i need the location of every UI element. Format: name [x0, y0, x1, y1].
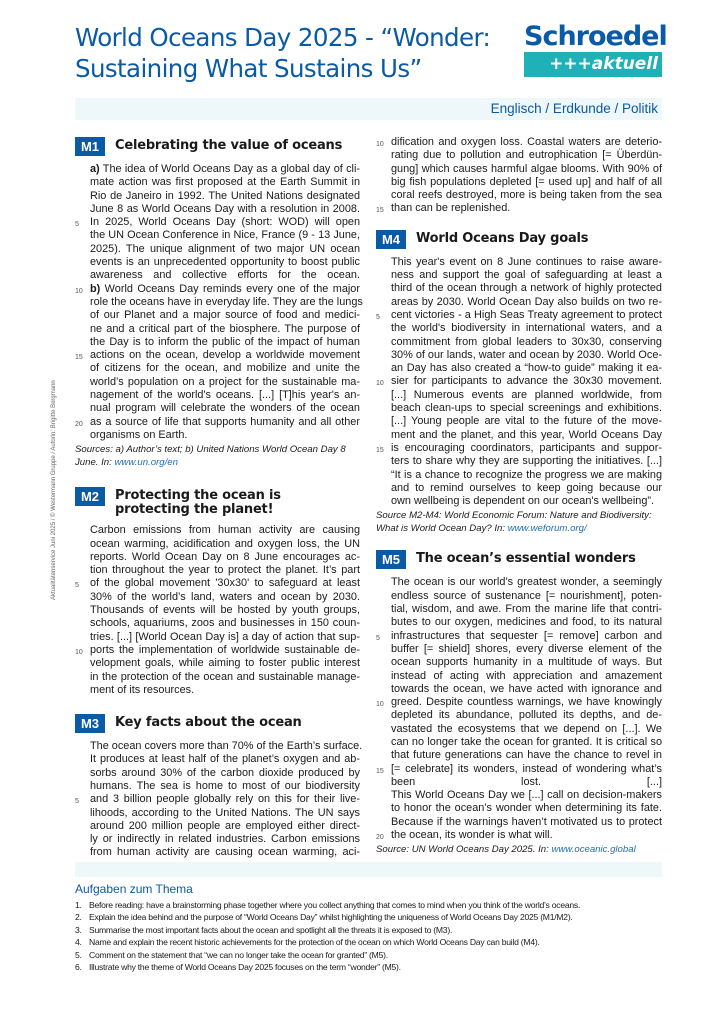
line-number: 5: [75, 798, 79, 806]
logo-sub: +++aktuell: [524, 52, 662, 77]
text-line: the world's biodiversity in international waters, and a: [391, 322, 662, 335]
m5-source-link[interactable]: www.oceanic.global: [551, 844, 636, 856]
text-line: ly or indirectly in related industries. Carbon emissions: [90, 833, 360, 846]
text-line: 10 b) World Oceans Day reminds every one of the major: [90, 283, 360, 296]
text-line: Rio de Janeiro in 1992. The United Nations designated: [90, 189, 360, 202]
text-line: [...] Young people are vital to the future of the move-: [391, 415, 662, 428]
m1-source: [75, 443, 360, 469]
line-number: 15: [376, 767, 384, 775]
text-line: third of the ocean through a network of highly protected: [391, 282, 662, 295]
line-number: 10: [75, 287, 83, 295]
text-line: 30% of our lands, water and ocean by 2030. World Oce-: [391, 348, 663, 361]
text-line: the Day is to inform the public of the impact of human: [90, 335, 360, 348]
task-item: [75, 911, 675, 923]
m5-source: [376, 843, 662, 856]
schroedel-logo: [524, 21, 667, 77]
task-number: 1.: [75, 900, 82, 910]
text-line: 20 the ocean, its wonder is what will.: [391, 829, 662, 842]
text-line: 15 than can be replenished.: [391, 202, 662, 215]
text-line: a) The idea of World Oceans Day as a global day of cli-: [90, 163, 360, 175]
text-line: tion throughout the year to protect the planet. It’s part: [90, 564, 360, 577]
section-m3: [75, 714, 363, 860]
line-number: 5: [376, 313, 380, 321]
m4-badge: M4: [376, 230, 406, 249]
text-line: Thousands of events will be hosted by youth groups,: [90, 604, 360, 617]
line-number: 10: [75, 648, 83, 656]
text-line: role the oceans have in everyday life. They are the lungs: [90, 295, 363, 308]
line-number: 20: [75, 420, 83, 428]
line-number: 10: [376, 141, 384, 148]
text-line: mate action was first proposed at the Earth Summit in: [90, 176, 360, 189]
text-line: the UN Ocean Conference in Nice, France (9 - 13 June,: [90, 229, 360, 242]
task-text: Before reading: have a brainstorming phase together where you collect anything that comes to mind when you think of the world’s oceans.: [89, 900, 581, 910]
text-line: lihoods, according to the United Nations. The UN says: [90, 806, 360, 819]
task-text: Name and explain the recent historic achievements for the protection of the ocean on which World Oceans Day can build (M4).: [89, 937, 540, 948]
m1-source-text: Sources: a) Author’s text; b) United Nations World Ocean Day 8 June. In:: [75, 444, 346, 469]
text-line: 15 actions on the ocean, develop a worldwide movement: [90, 349, 360, 362]
text-line: It produces at least half of the planet’s oxygen and ab-: [90, 753, 360, 766]
text-line: endless source of sustenance [= nourishment], poten-: [391, 589, 662, 602]
m1-body: [75, 163, 363, 442]
text-line: “It is a chance to recognize the progress we are making: [391, 468, 662, 481]
line-number: 5: [75, 221, 79, 229]
text-line: coral reefs destroyed, more is being taken from the sea: [391, 189, 662, 202]
task-number: 4.: [75, 937, 82, 948]
m5-title: The ocean’s essential wonders: [416, 551, 636, 567]
text-line: ters to share why they are supporting the initiatives. [...]: [391, 455, 662, 468]
m3-title: Key facts about the ocean: [115, 715, 302, 731]
text-line: areas by 2030. World Ocean Day also builds on two re-: [391, 295, 662, 308]
text-line: around 200 million people are employed either direct-: [90, 819, 360, 832]
text-line: This World Oceans Day we [...] call on decision-makers: [391, 789, 662, 802]
m5-source-text: Source: UN World Oceans Day 2025. In:: [376, 844, 552, 856]
line-number: 5: [75, 582, 79, 590]
section-m2: [75, 487, 360, 697]
task-text: Comment on the statement that “we can no longer take the ocean for granted” (M5).: [89, 949, 388, 960]
text-line: butes to our oxygen, medicines and food, to its natural: [391, 616, 662, 629]
task-text: Summarise the most important facts about the ocean and spotlight all the threats it is exposed to (M3).: [89, 924, 453, 935]
page-title: [75, 22, 515, 84]
text-line: velopment goals, while aiming to foster public interest: [90, 657, 360, 670]
text-line: Because if the warnings haven’t motivated us to protect: [391, 815, 662, 828]
m5-body: [376, 576, 662, 842]
text-line: own wellbeing is dependent on our ocean's wellbeing”.: [391, 495, 655, 508]
text-line: depleted its abundance, polluted its depths, and de-: [391, 709, 662, 722]
text-line: ocean warming, acidification and oxygen loss, the UN: [90, 537, 360, 550]
text-line: 10 greed. Despite countless warnings, we have knowingly: [391, 696, 662, 709]
text-line: instead of acting with appreciation and amazement: [391, 669, 662, 682]
line-number: 10: [376, 701, 384, 709]
line-number: 20: [376, 834, 384, 842]
m1-badge: M1: [75, 137, 105, 156]
text-line: in the protection of the ocean and sustainable manage-: [90, 670, 360, 683]
text-line: organisms on Earth.: [90, 428, 188, 441]
text-line: ocean supports humanity in a multitude of ways. But: [391, 656, 662, 669]
text-line: commitment from global leaders to 30x30, conserving: [391, 335, 662, 348]
task-text: Illustrate why the theme of World Oceans Day 2025 focuses on the term “wonder” (M5).: [89, 962, 401, 973]
text-line: schools, aquariums, zoos and businesses in 150 coun-: [90, 617, 360, 630]
text-line: June 8 as World Oceans Day with a resolution in 2008.: [90, 202, 360, 215]
section-m4: [376, 230, 662, 536]
m4-title: World Oceans Day goals: [416, 230, 589, 246]
m4-source-text: Source M2-M4: World Economic Forum: Nature and Biodiversity: What is World Ocean Day? In:: [376, 510, 652, 535]
text-line: [...] Numerous events are planned worldwide, from: [391, 388, 662, 401]
m3-badge: M3: [75, 714, 105, 733]
text-line: awareness and collective efforts for the ocean.: [90, 269, 360, 282]
task-item: [75, 961, 675, 973]
m4-body: [376, 256, 662, 509]
text-line: 5 infrastructures that sequester [= remove] carbon and: [391, 630, 662, 643]
text-line: 5 In 2025, World Oceans Day (short: WOD) will open: [90, 216, 360, 229]
task-number: 2.: [75, 912, 82, 923]
text-line: from human activity are causing ocean warming, aci-: [90, 846, 360, 859]
line-number: 15: [75, 354, 83, 362]
text-line: 5 cent victories - a High Seas Treaty agreement to protect: [391, 309, 662, 322]
m2-title-line-1: Protecting the ocean is: [115, 488, 281, 504]
logo-name: Schroedel: [524, 21, 667, 52]
task-number: 5.: [75, 949, 82, 960]
text-line: nual program will celebrate the wonders of the ocean: [90, 402, 360, 415]
text-line: 10 dification and oxygen loss. Coastal waters are deterio-: [391, 136, 662, 149]
m2-title: [115, 487, 281, 517]
m3-body: [75, 740, 363, 860]
text-line: reports. World Ocean Day on 8 June encourages ac-: [90, 550, 360, 563]
m5-badge: M5: [376, 550, 406, 569]
section-m5: [376, 550, 662, 856]
text-line: towards the ocean, we have acted with ignorance and: [391, 682, 662, 695]
text-line: that future generations can have the chance to revel in: [391, 749, 662, 762]
task-text: Explain the idea behind and the purpose of “World Oceans Day” whilst highlighting the uniqueness of World Oceans Day 2025 (M1/M2).: [89, 912, 573, 923]
text-line: sorbs around 30% of the carbon dioxide produced by: [90, 766, 360, 779]
tasks-divider-bar: [75, 862, 662, 877]
section-m1: [75, 137, 363, 469]
text-line: rating due to pollution and eutrophication [= Überdün-: [391, 149, 662, 162]
left-column: [75, 137, 363, 860]
tasks-title: Aufgaben zum Thema: [75, 882, 193, 896]
text-line: been lost. [...]: [391, 775, 662, 788]
line-number: 15: [376, 446, 384, 454]
text-line: ne and a critical part of the biosphere. The purpose of: [90, 322, 360, 335]
text-line: gung] which causes harmful algae blooms. With 90% of: [391, 162, 662, 175]
text-line: of our Planet and a major source of food and medici-: [90, 309, 360, 322]
tasks-section: [75, 882, 675, 973]
right-column: [376, 136, 662, 856]
text-line: ment and the planet, and this year, World Oceans Day: [391, 428, 662, 441]
title-line-1: World Oceans Day 2025 - “Wonder:: [75, 23, 491, 52]
text-line: to honor the ocean’s wonder when determining its fate.: [391, 802, 662, 815]
m2-title-line-2: protecting the planet!: [115, 502, 274, 518]
m2-body: [75, 524, 360, 697]
text-line: buffer [= shield] shores, every diverse element of the: [391, 642, 662, 655]
m1-title: Celebrating the value of oceans: [115, 138, 343, 153]
text-line: 15 is encouraging coordinators, participants and suppor-: [391, 442, 662, 455]
m2-badge: M2: [75, 487, 105, 506]
task-number: 6.: [75, 962, 82, 973]
text-line: 20 as a source of life that supports humanity and all other: [90, 416, 360, 429]
line-number: 15: [376, 207, 384, 215]
text-line: tries. [...] [World Ocean Day is] a day of action that sup-: [90, 630, 360, 643]
m4-source-link[interactable]: www.weforum.org/: [507, 523, 587, 535]
m1-source-link[interactable]: www.un.org/en: [114, 457, 178, 469]
text-line: nagement of the world's oceans. [...] [T]his year's an-: [90, 389, 360, 402]
text-line: Carbon emissions from human activity are causing: [90, 524, 360, 537]
text-line: The ocean is our world’s greatest wonder, a seemingly: [391, 576, 662, 589]
text-line: humans. The sea is home to most of our biodiversity: [90, 779, 360, 792]
text-line: can no longer take the ocean for granted. It is critical so: [391, 735, 662, 748]
line-number: 10: [376, 380, 384, 388]
text-line: 10 ports the implementation of worldwide sustainable de-: [90, 644, 360, 657]
copyright-note: Aktualitätenservice Juni 2025 / © Westermann Gruppe / Autorin: Brigitte Bergmann: [51, 380, 57, 600]
text-line: big fish populations depleted [= used up] and half of all: [391, 175, 662, 188]
task-item: [75, 899, 675, 911]
task-item: [75, 936, 675, 948]
text-line: beach clean-ups to special screenings and exhibitions.: [391, 402, 662, 415]
text-line: and to remind ourselves to keep going because our: [391, 481, 662, 494]
text-line: ment of its resources.: [90, 683, 195, 696]
text-line: 5 of the global movement '30x30' to safeguard at least: [90, 577, 360, 590]
text-line: vastated the ecosystems that we depend on [...]. We: [391, 722, 662, 735]
text-line: 10 sier for participants to advance the 30x30 movement.: [391, 375, 662, 388]
text-line: 5 and 3 billion people globally rely on this for their live-: [90, 793, 360, 806]
task-item: [75, 924, 675, 936]
text-line: 15 [= celebrate] its wonders, instead of wondering what’s: [391, 763, 662, 776]
text-line: of citizens for the ocean, and mobilize and unite the: [90, 362, 360, 375]
text-line: ness and support the goal of safeguarding at least a: [391, 269, 662, 282]
text-line: 2025). The unique alignment of two major UN ocean: [90, 242, 360, 255]
m4-source: [376, 509, 662, 535]
m3-body-continued: [376, 136, 662, 216]
text-line: tial, wisdom, and awe. From the marine life that contri-: [391, 603, 662, 616]
subject-bar: Englisch / Erdkunde / Politik: [75, 98, 662, 120]
tasks-list: [75, 899, 675, 973]
task-item: [75, 949, 675, 961]
text-line: This year's event on 8 June continues to raise aware-: [391, 255, 662, 268]
text-line: events is an unprecedented opportunity to boost public: [90, 256, 360, 269]
line-number: 5: [376, 634, 380, 642]
text-line: an Day has also created a “how-to guide” making it ea-: [391, 362, 662, 375]
task-number: 3.: [75, 924, 82, 935]
text-line: The ocean covers more than 70% of the Earth’s surface.: [90, 740, 363, 753]
text-line: 30% of the world’s land, waters and ocean by 2030.: [90, 590, 360, 603]
text-line: world’s population on a project for the sustainable ma-: [90, 375, 360, 388]
title-line-2: Sustaining What Sustains Us”: [75, 54, 422, 83]
